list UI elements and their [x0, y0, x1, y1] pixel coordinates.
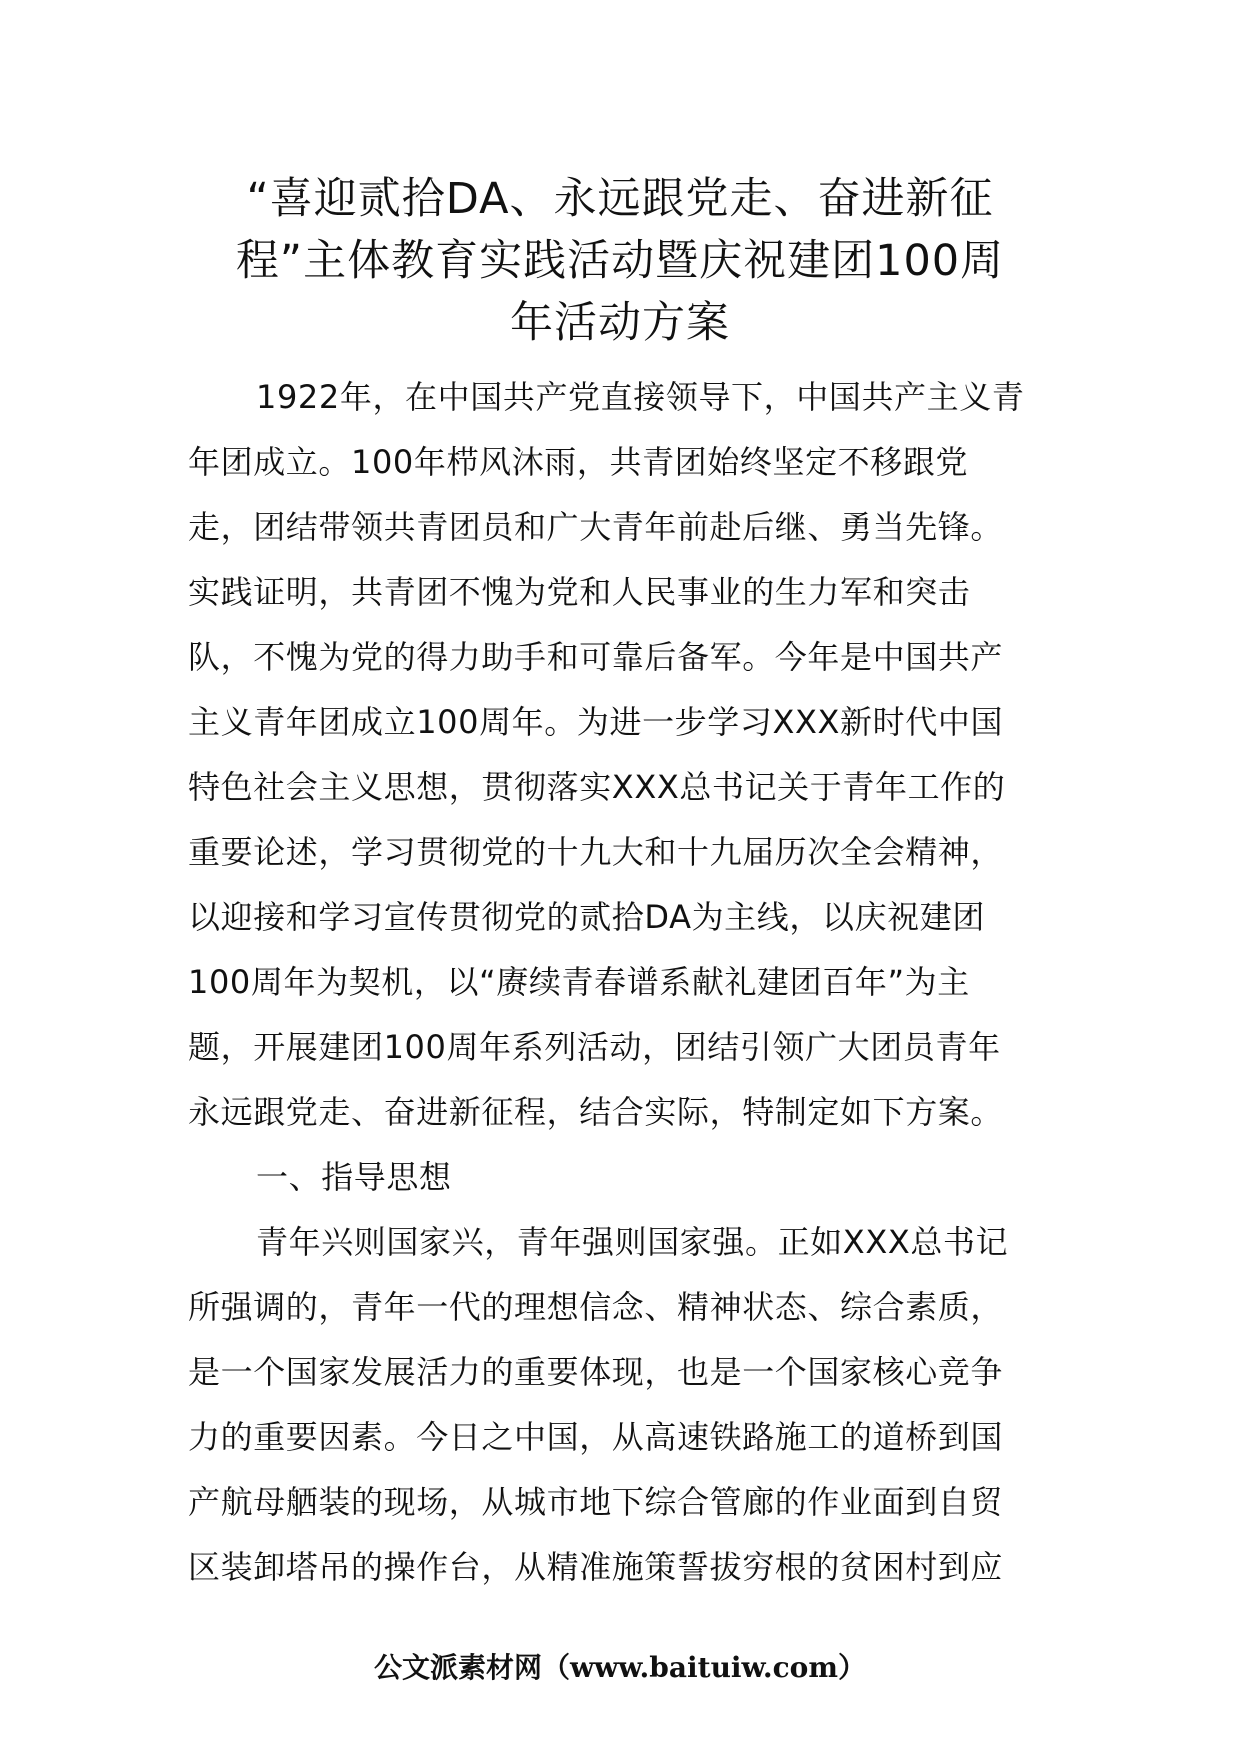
- section-heading: 一、指导思想: [256, 1158, 452, 1196]
- body-line: 永远跟党走、奋进新征程，结合实际，特制定如下方案。: [188, 1093, 1004, 1131]
- body-line: 1922年，在中国共产党直接领导下，中国共产主义青: [256, 378, 1025, 416]
- body-line: 特色社会主义思想，贯彻落实XXX总书记关于青年工作的: [188, 768, 1006, 806]
- body-line: 主义青年团成立100周年。为进一步学习XXX新时代中国: [188, 703, 1004, 741]
- body-line: 青年兴则国家兴，青年强则国家强。正如XXX总书记: [256, 1223, 1009, 1261]
- footer-watermark: 公文派素材网（www.baituiw.com）: [374, 1651, 866, 1684]
- title-line: 程”主体教育实践活动暨庆祝建团100周: [235, 236, 1005, 286]
- body-line: 重要论述，学习贯彻党的十九大和十九届历次全会精神，: [188, 833, 1004, 871]
- body-line: 力的重要因素。今日之中国，从高速铁路施工的道桥到国: [188, 1418, 1004, 1456]
- body-line: 以迎接和学习宣传贯彻党的贰拾DA为主线，以庆祝建团: [188, 898, 985, 936]
- document-body: [188, 365, 1058, 1600]
- body-line: 100周年为契机，以“赓续青春谱系献礼建团百年”为主: [188, 963, 970, 1001]
- body-line: 所强调的，青年一代的理想信念、精神状态、综合素质，: [188, 1288, 1004, 1326]
- title-line: “喜迎贰拾DA、永远跟党走、奋进新征: [246, 174, 994, 224]
- body-line: 实践证明，共青团不愧为党和人民事业的生力军和突击: [188, 573, 971, 611]
- body-line: 队，不愧为党的得力助手和可靠后备军。今年是中国共产: [188, 638, 1004, 676]
- body-line: 走，团结带领共青团员和广大青年前赴后继、勇当先锋。: [188, 508, 1004, 546]
- title-line: 年活动方案: [510, 298, 730, 348]
- body-line: 产航母舾装的现场，从城市地下综合管廊的作业面到自贸: [188, 1483, 1004, 1521]
- body-line: 题，开展建团100周年系列活动，团结引领广大团员青年: [188, 1028, 1001, 1066]
- body-line: 年团成立。100年栉风沐雨，共青团始终坚定不移跟党: [188, 443, 969, 481]
- body-line: 区装卸塔吊的操作台，从精准施策誓拔穷根的贫困村到应: [188, 1548, 1004, 1586]
- document-title: [180, 168, 1060, 354]
- body-line: 是一个国家发展活力的重要体现，也是一个国家核心竞争: [188, 1353, 1004, 1391]
